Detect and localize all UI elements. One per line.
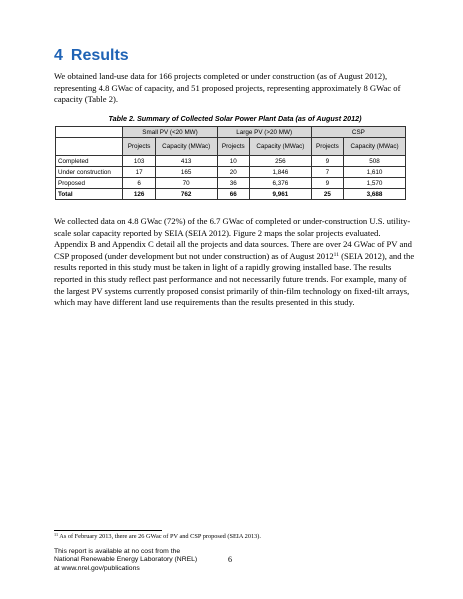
row-label: Completed <box>56 156 123 167</box>
table-cell: 1,610 <box>344 167 406 178</box>
table-cell: 17 <box>123 167 155 178</box>
table-cell: 508 <box>344 156 406 167</box>
column-header: Capacity (MWac) <box>155 138 217 156</box>
table-row <box>56 156 406 167</box>
table-cell: 66 <box>217 189 249 200</box>
footnote-text: As of February 2013, there are 26 GWac of PV and CSP proposed (SEIA 2013). <box>58 533 261 540</box>
section-title: Results <box>70 47 129 64</box>
table-cell: 256 <box>249 156 311 167</box>
table-cell: 103 <box>123 156 155 167</box>
table-cell: 9 <box>311 156 343 167</box>
row-label: Total <box>56 189 123 200</box>
table-cell: 1,570 <box>344 178 406 189</box>
table-cell: 36 <box>217 178 249 189</box>
table-cell: 70 <box>155 178 217 189</box>
paragraph-text: We collected data on 4.8 GWac (72%) of the 6.7 GWac of completed or under-construction U.S. utility-scale solar capacity reported by SEIA (SEIA 2012). Figure 2 maps the solar projects evaluated. Appendix B and Appendix C detail all the projects and data sources. There are over 24 GWac of PV and CSP proposed (under development but not under construction) as of August 2012 <box>54 216 412 261</box>
table-cell: 3,688 <box>344 189 406 200</box>
footnote-reference[interactable]: 11 <box>333 251 339 258</box>
table-cell: 25 <box>311 189 343 200</box>
table-cell: 9,961 <box>249 189 311 200</box>
table-cell: 1,846 <box>249 167 311 178</box>
section-heading <box>54 47 129 65</box>
table-cell: 165 <box>155 167 217 178</box>
table-cell: 7 <box>311 167 343 178</box>
table-cell: 9 <box>311 178 343 189</box>
table-row <box>56 167 406 178</box>
footnote-number: 11 <box>54 532 59 537</box>
paragraph-text: (SEIA 2012), and the results reported in this study must be taken in light of a rapidly growing installed base. The results reported in this study reflect past performance and not necessarily future trends. For example, many of the largest PV systems currently proposed consist primarily of thin-film technology on fixed-tilt arrays, which may have different land use requirements than the results presented in this study. <box>54 250 415 308</box>
group-header-large-pv: Large PV (>20 MW) <box>217 127 311 138</box>
column-header: Projects <box>311 138 343 156</box>
availability-line: National Renewable Energy Laboratory (NREL) <box>54 556 198 564</box>
results-intro-paragraph: We obtained land-use data for 166 projects completed or under construction (as of August 2012), representing 4.8 GWac of capacity, and 51 proposed projects, representing approximately 8 GWac of capacity (Table 2). <box>54 71 401 105</box>
column-header: Projects <box>123 138 155 156</box>
column-header: Projects <box>217 138 249 156</box>
group-header-csp: CSP <box>311 127 405 138</box>
table-cell: 6,376 <box>249 178 311 189</box>
results-detail-paragraph <box>54 216 416 309</box>
table-corner-cell <box>56 127 123 138</box>
table-row <box>56 178 406 189</box>
footnote-divider <box>54 530 162 531</box>
availability-line: at www.nrel.gov/publications <box>54 564 140 572</box>
solar-data-table <box>55 126 406 200</box>
group-header-small-pv: Small PV (<20 MW) <box>123 127 217 138</box>
column-header: Capacity (MWac) <box>344 138 406 156</box>
footnote <box>54 533 416 540</box>
section-number: 4 <box>54 47 63 64</box>
table-cell: 413 <box>155 156 217 167</box>
row-label: Proposed <box>56 178 123 189</box>
table-cell: 126 <box>123 189 155 200</box>
row-label: Under construction <box>56 167 123 178</box>
table-cell: 762 <box>155 189 217 200</box>
column-header: Capacity (MWac) <box>249 138 311 156</box>
table-corner-cell <box>56 138 123 156</box>
table-cell: 6 <box>123 178 155 189</box>
availability-notice <box>54 548 214 573</box>
table-cell: 10 <box>217 156 249 167</box>
table-caption: Table 2. Summary of Collected Solar Power Plant Data (as of August 2012) <box>108 114 362 123</box>
table-row-total <box>56 189 406 200</box>
page-number: 6 <box>228 555 232 564</box>
availability-line: This report is available at no cost from the <box>54 548 181 555</box>
table-cell: 20 <box>217 167 249 178</box>
